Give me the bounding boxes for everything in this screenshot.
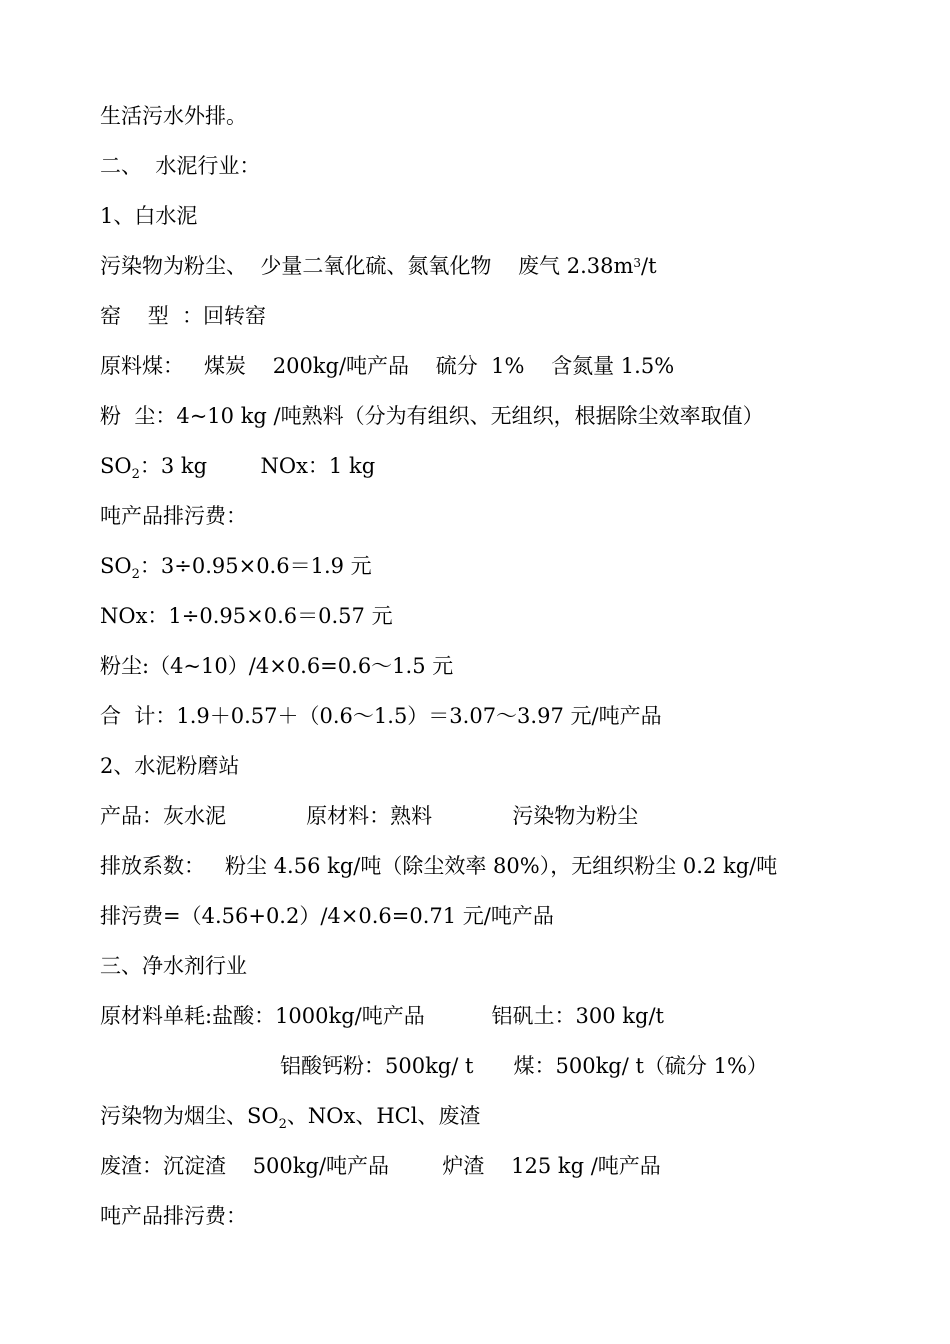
text: 三、净水剂行业 [100, 954, 247, 978]
text: 排放系数： 粉尘 4.56 kg/吨（除尘效率 80%），无组织粉尘 0.2 kg/吨 [100, 854, 778, 878]
text-line-pollutants-purifier [100, 1102, 480, 1130]
text-line-dust-fee [100, 652, 453, 680]
text: 吨产品排污费： [100, 1204, 247, 1228]
text: SO [100, 554, 132, 578]
text-line-sewage [100, 102, 247, 130]
text-line-kiln-type [100, 302, 266, 330]
text-line-nox-fee [100, 602, 393, 630]
text-line-so2-fee [100, 552, 372, 580]
text-line-product [100, 802, 638, 830]
text-line-fee-heading-2 [100, 1202, 247, 1230]
subsection-heading-white-cement [100, 202, 197, 230]
text: 吨产品排污费： [100, 504, 247, 528]
text: ：3 kg NOx：1 kg [139, 454, 376, 478]
text: 原材料单耗:盐酸：1000kg/吨产品 铝矾土：300 kg/t [100, 1004, 664, 1028]
text: SO [100, 454, 132, 478]
superscript: 3 [633, 256, 642, 270]
text-line-grinding-fee [100, 902, 554, 930]
text: 粉尘:（4~10）/4×0.6=0.6～1.5 元 [100, 654, 454, 678]
section-heading-water-purifier [100, 952, 247, 980]
text: /t [641, 254, 657, 278]
subscript: 2 [278, 1117, 287, 1132]
text-line-raw-material-consumption-cont [280, 1052, 768, 1080]
text: 污染物为粉尘、 少量二氧化硫、氮氧化物 废气 2.38m [100, 254, 634, 278]
text-line-raw-coal [100, 352, 674, 380]
text: 生活污水外排。 [100, 104, 247, 128]
text-line-so2-nox-emission [100, 452, 375, 480]
text: 排污费=（4.56+0.2）/4×0.6=0.71 元/吨产品 [100, 904, 554, 928]
text: 1、白水泥 [100, 204, 198, 228]
text: 原料煤： 煤炭 200kg/吨产品 硫分 1% 含氮量 1.5% [100, 354, 675, 378]
text: 产品：灰水泥 原材料：熟料 污染物为粉尘 [100, 804, 639, 828]
subscript: 2 [131, 567, 140, 582]
subscript: 2 [131, 467, 140, 482]
text: 窑 型 ：回转窑 [100, 304, 267, 328]
text-line-fee-heading [100, 502, 247, 530]
subsection-heading-grinding-station [100, 752, 239, 780]
text: 废渣：沉淀渣 500kg/吨产品 炉渣 125 kg /吨产品 [100, 1154, 661, 1178]
text-line-emission-factor [100, 852, 777, 880]
section-heading-cement [100, 152, 260, 180]
text-line-dust [100, 402, 764, 430]
text: 污染物为烟尘、SO [100, 1104, 279, 1128]
text-line-pollutants-white-cement [100, 252, 657, 280]
text: ：3÷0.95×0.6＝1.9 元 [139, 554, 372, 578]
text: 铝酸钙粉：500kg/ t 煤：500kg/ t（硫分 1%） [280, 1054, 768, 1078]
text: 合 计：1.9＋0.57＋（0.6～1.5）＝3.07～3.97 元/吨产品 [100, 704, 662, 728]
text: 、NOx、HCl、废渣 [286, 1104, 481, 1128]
text: NOx：1÷0.95×0.6＝0.57 元 [100, 604, 393, 628]
text: 二、 水泥行业： [100, 154, 261, 178]
text: 2、水泥粉磨站 [100, 754, 240, 778]
text-line-raw-material-consumption [100, 1002, 664, 1030]
text-line-waste-residue [100, 1152, 661, 1180]
text-line-total [100, 702, 662, 730]
text: 粉 尘：4~10 kg /吨熟料（分为有组织、无组织，根据除尘效率取值） [100, 404, 764, 428]
